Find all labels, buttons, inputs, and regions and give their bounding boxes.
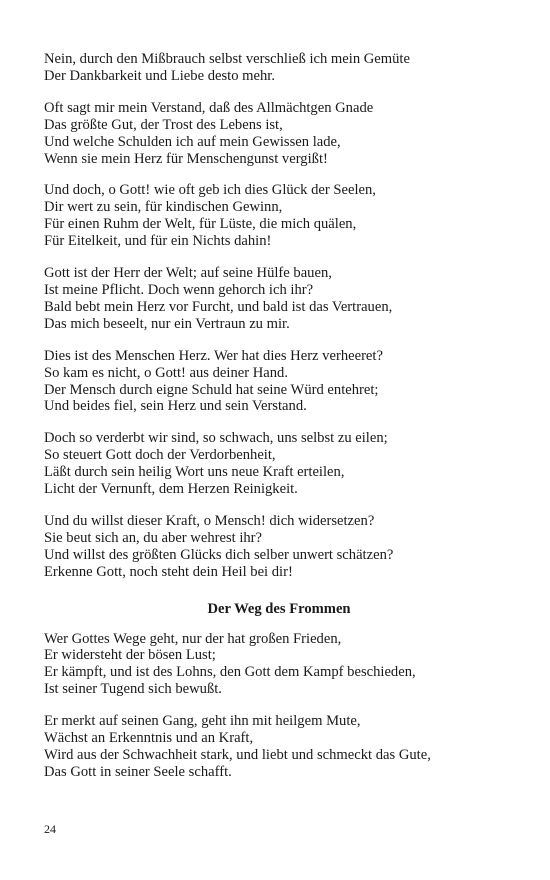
verse-line: Er widersteht der bösen Lust; <box>44 647 216 664</box>
poem-title: Der Weg des Frommen <box>207 600 351 617</box>
verse-line: Das Gott in seiner Seele schafft. <box>44 763 232 780</box>
page-number: 24 <box>44 822 56 836</box>
verse-line: Wer Gottes Wege geht, nur der hat großen Frieden, <box>44 630 342 647</box>
stanza <box>44 430 514 498</box>
verse-line: Das mich beseelt, nur ein Vertraun zu mir. <box>44 315 290 332</box>
stanza <box>44 182 514 250</box>
verse-line: Und beides fiel, sein Herz und sein Verstand. <box>44 398 307 415</box>
verse-line: Nein, durch den Mißbrauch selbst verschließ ich mein Gemüte <box>44 51 410 67</box>
verse-line: Ist meine Pflicht. Doch wenn gehorch ich ihr? <box>44 281 314 298</box>
verse-line: Für einen Ruhm der Welt, für Lüste, die mich quälen, <box>44 216 357 233</box>
verse-line: Der Dankbarkeit und Liebe desto mehr. <box>44 67 275 84</box>
verse-line: Wenn sie mein Herz für Menschengunst vergißt! <box>44 150 328 167</box>
verse-line: So kam es nicht, o Gott! aus deiner Hand. <box>44 364 288 381</box>
verse-line: Und doch, o Gott! wie oft geb ich dies Glück der Seelen, <box>44 182 376 199</box>
verse-line: So steuert Gott doch der Verdorbenheit, <box>44 447 276 464</box>
stanza <box>44 100 514 168</box>
stanza <box>44 348 514 416</box>
verse-line: Und du willst dieser Kraft, o Mensch! dich widersetzen? <box>44 512 375 529</box>
verse-line: Erkenne Gott, noch steht dein Heil bei dir! <box>44 563 293 580</box>
verse-line: Wächst an Erkenntnis und an Kraft, <box>44 730 254 747</box>
page-text-block <box>44 51 514 796</box>
verse-line: Sie beut sich an, du aber wehrest ihr? <box>44 529 263 546</box>
verse-line: Und welche Schulden ich auf mein Gewissen lade, <box>44 133 341 150</box>
verse-line: Das größte Gut, der Trost des Lebens ist, <box>44 116 283 133</box>
stanza <box>44 631 514 699</box>
stanza <box>44 713 514 781</box>
verse-line: Ist seiner Tugend sich bewußt. <box>44 681 222 698</box>
verse-line: Läßt durch sein heilig Wort uns neue Kraft erteilen, <box>44 464 345 481</box>
verse-line: Der Mensch durch eigne Schuld hat seine Würd entehret; <box>44 381 379 398</box>
verse-line: Dies ist des Menschen Herz. Wer hat dies Herz verheeret? <box>44 347 383 364</box>
verse-line: Doch so verderbt wir sind, so schwach, uns selbst zu eilen; <box>44 430 388 447</box>
verse-line: Er kämpft, und ist des Lohns, den Gott dem Kampf beschieden, <box>44 664 416 681</box>
verse-line: Licht der Vernunft, dem Herzen Reinigkeit. <box>44 481 298 498</box>
verse-line: Dir wert zu sein, für kindischen Gewinn, <box>44 199 283 216</box>
verse-line: Wird aus der Schwachheit stark, und liebt und schmeckt das Gute, <box>44 747 431 763</box>
verse-line: Oft sagt mir mein Verstand, daß des Allmächtgen Gnade <box>44 99 374 116</box>
verse-line: Bald bebt mein Herz vor Furcht, und bald ist das Vertrauen, <box>44 298 393 315</box>
verse-line: Und willst des größten Glücks dich selber unwert schätzen? <box>44 546 394 563</box>
verse-line: Für Eitelkeit, und für ein Nichts dahin! <box>44 233 272 250</box>
verse-line: Gott ist der Herr der Welt; auf seine Hülfe bauen, <box>44 265 332 282</box>
stanza <box>44 51 514 85</box>
stanza <box>44 265 514 333</box>
stanza <box>44 513 514 581</box>
verse-line: Er merkt auf seinen Gang, geht ihn mit heilgem Mute, <box>44 713 361 730</box>
